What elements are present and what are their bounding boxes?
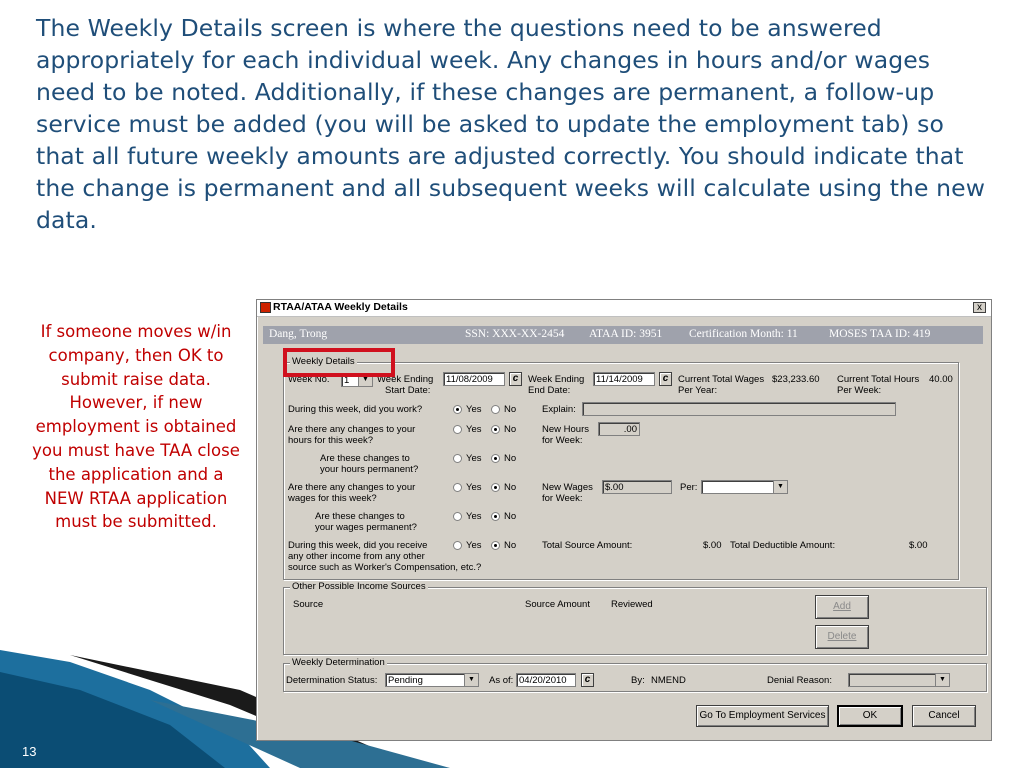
current-hours-label-2: Per Week: [837, 385, 882, 396]
total-source-label: Total Source Amount: [542, 540, 633, 551]
cancel-button[interactable]: Cancel [912, 705, 976, 727]
side-note-text: If someone moves w/in company, then OK to submit raise data. However, if new employment is obtained you must have TAA close the application and a NEW RTAA application must be submitted. [32, 322, 240, 532]
q-hours-perm-label-2: your hours permanent? [320, 464, 419, 475]
start-calendar-button[interactable]: c [509, 372, 522, 386]
q-wages-label: Are there any changes to your [288, 482, 416, 493]
explain-label: Explain: [542, 404, 576, 415]
weekly-determination-group-label: Weekly Determination [292, 657, 385, 668]
wages-yes-radio[interactable] [453, 483, 462, 492]
total-source-value: $.00 [703, 540, 722, 551]
reviewed-column-header: Reviewed [611, 599, 653, 610]
moses-taa-id: MOSES TAA ID: 419 [829, 328, 931, 340]
wages-no-label: No [504, 482, 517, 493]
source-column-header: Source [293, 599, 324, 610]
new-hours-input[interactable]: .00 [598, 422, 640, 436]
hours-perm-yes-radio[interactable] [453, 454, 462, 463]
wages-no-radio[interactable] [491, 483, 500, 492]
q-income-label-3: source such as Worker's Compensation, etc.? [288, 562, 482, 573]
current-wages-label: Current Total Wages [678, 374, 765, 385]
chevron-down-icon: ▼ [464, 674, 478, 686]
per-label: Per: [680, 482, 698, 493]
go-to-employment-services-button[interactable]: Go To Employment Services [696, 705, 829, 727]
q-wages-label-2: wages for this week? [288, 493, 377, 504]
income-yes-radio[interactable] [453, 541, 462, 550]
wages-perm-no-radio[interactable] [491, 512, 500, 521]
chevron-down-icon: ▼ [358, 374, 372, 386]
week-start-label: Week Ending [377, 374, 434, 385]
hours-yes-radio[interactable] [453, 425, 462, 434]
week-end-date-input[interactable]: 11/14/2009 [593, 372, 655, 386]
determination-status-label: Determination Status: [286, 675, 378, 686]
per-select[interactable] [701, 480, 788, 494]
wages-perm-yes-label: Yes [466, 511, 482, 522]
explain-input[interactable] [582, 402, 896, 416]
total-deductible-label: Total Deductible Amount: [730, 540, 836, 551]
as-of-calendar-button[interactable]: c [581, 673, 594, 687]
delete-button[interactable]: Delete [815, 625, 869, 649]
week-no-label: Week No. [288, 374, 330, 385]
chevron-down-icon: ▼ [773, 481, 787, 493]
by-value: NMEND [651, 675, 686, 686]
hours-no-label: No [504, 424, 517, 435]
new-hours-label: New Hours [542, 424, 589, 435]
new-wages-input[interactable]: $.00 [602, 480, 672, 494]
add-button[interactable]: Add [815, 595, 869, 619]
slide-body-text: The Weekly Details screen is where the questions need to be answered appropriately for each individual week. Any changes in hours and/or wages need to be noted. Additionally, if these changes are permanent, a follow-up service must be added (you will be asked to update the employment tab) so that all future weekly amounts are adjusted correctly. You should indicate that the change is permanent and all subsequent weeks will calculate using the new data. [36, 14, 986, 234]
q-work-label: During this week, did you work? [288, 404, 423, 415]
determination-status-value: Pending [388, 675, 423, 686]
new-hours-label-2: for Week: [542, 435, 583, 446]
wages-perm-no-label: No [504, 511, 517, 522]
other-income-group-label: Other Possible Income Sources [292, 581, 426, 592]
weekly-details-group-label: Weekly Details [292, 356, 355, 367]
close-button[interactable]: x [973, 302, 986, 313]
claimant-info-bar [263, 326, 983, 344]
hours-no-radio[interactable] [491, 425, 500, 434]
week-end-label: Week Ending [528, 374, 585, 385]
hours-yes-label: Yes [466, 424, 482, 435]
hours-perm-no-label: No [504, 453, 517, 464]
ssn-value: SSN: XXX-XX-2454 [465, 328, 565, 340]
determination-status-select[interactable] [385, 673, 479, 687]
work-no-label: No [504, 404, 517, 415]
weekly-details-dialog [256, 299, 992, 741]
current-wages-value: $23,233.60 [772, 374, 820, 385]
wages-yes-label: Yes [466, 482, 482, 493]
source-amount-column-header: Source Amount [525, 599, 590, 610]
week-no-value: 1 [344, 375, 350, 386]
week-start-label-2: Start Date: [385, 385, 431, 396]
income-no-label: No [504, 540, 517, 551]
q-wages-perm-label-2: your wages permanent? [315, 522, 417, 533]
dialog-title-bar[interactable] [257, 300, 991, 317]
new-wages-label: New Wages [542, 482, 593, 493]
denial-reason-label: Denial Reason: [767, 675, 832, 686]
q-hours-label: Are there any changes to your [288, 424, 416, 435]
as-of-label: As of: [489, 675, 514, 686]
app-icon [260, 302, 271, 313]
current-wages-label-2: Per Year: [678, 385, 718, 396]
q-hours-perm-label: Are these changes to [320, 453, 410, 464]
q-income-label-2: any other income from any other [288, 551, 425, 562]
wages-perm-yes-radio[interactable] [453, 512, 462, 521]
current-hours-label: Current Total Hours [837, 374, 920, 385]
current-hours-value: 40.00 [929, 374, 953, 385]
other-income-group [283, 581, 987, 655]
income-yes-label: Yes [466, 540, 482, 551]
certification-month: Certification Month: 11 [689, 328, 798, 340]
q-wages-perm-label: Are these changes to [315, 511, 405, 522]
dialog-title: RTAA/ATAA Weekly Details [273, 301, 408, 313]
q-income-label: During this week, did you receive [288, 540, 428, 551]
q-hours-label-2: hours for this week? [288, 435, 374, 446]
work-yes-radio[interactable] [453, 405, 462, 414]
work-no-radio[interactable] [491, 405, 500, 414]
slide-number: 13 [22, 744, 37, 759]
week-end-label-2: End Date: [528, 385, 571, 396]
denial-reason-select[interactable] [848, 673, 950, 687]
hours-perm-yes-label: Yes [466, 453, 482, 464]
ok-button[interactable]: OK [837, 705, 903, 727]
income-no-radio[interactable] [491, 541, 500, 550]
hours-perm-no-radio[interactable] [491, 454, 500, 463]
week-start-date-input[interactable]: 11/08/2009 [443, 372, 505, 386]
end-calendar-button[interactable]: c [659, 372, 672, 386]
new-wages-label-2: for Week: [542, 493, 583, 504]
red-highlight-box [283, 348, 395, 377]
by-label: By: [631, 675, 645, 686]
work-yes-label: Yes [466, 404, 482, 415]
ataa-id: ATAA ID: 3951 [589, 328, 663, 340]
claimant-name: Dang, Trong [269, 328, 328, 340]
as-of-date-input[interactable]: 04/20/2010 [516, 673, 576, 687]
chevron-down-icon: ▼ [935, 674, 949, 686]
total-deductible-value: $.00 [909, 540, 928, 551]
